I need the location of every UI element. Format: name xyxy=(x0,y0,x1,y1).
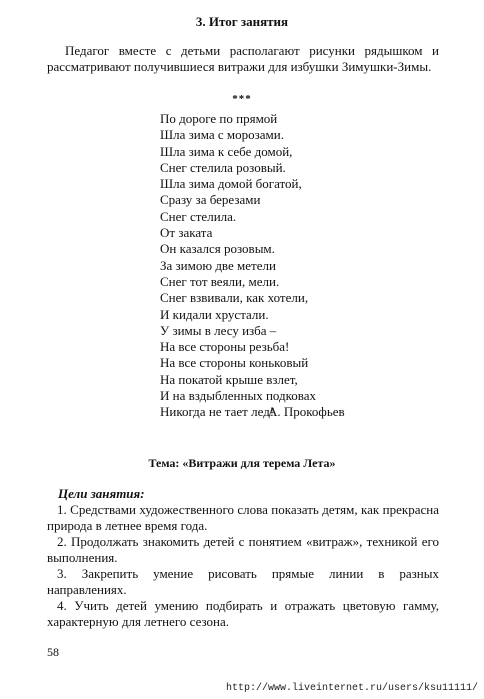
poem-line: За зимою две метели xyxy=(160,257,276,273)
poem-line: От заката xyxy=(160,225,213,241)
poem-line: На все стороны резьба! xyxy=(160,339,290,355)
page-number: 58 xyxy=(47,645,59,659)
goal-item: 4. Учить детей умению подбирать и отражать цветовую гамму, характерную для летнего сезона. xyxy=(47,598,439,629)
goals-heading: Цели занятия: xyxy=(58,486,145,501)
poem-line: У зимы в лесу изба – xyxy=(160,322,277,338)
poem-line: Снег стелила. xyxy=(160,208,237,224)
intro-paragraph: Педагог вместе с детьми располагают рисунки рядышком и рассматривают получившиеся витражи для избушки Зимушки-Зимы. xyxy=(47,43,439,74)
section-title: 3. Итог занятия xyxy=(195,14,289,29)
goal-item: 2. Продолжать знакомить детей с понятием «витраж», техникой его выполнения. xyxy=(47,534,439,565)
poem-line: По дороге по прямой xyxy=(160,111,278,126)
poem-line: И на вздыбленных подковах xyxy=(160,388,317,404)
poem-line: Снег стелила розовый. xyxy=(160,159,286,175)
poem-author: А. Прокофьев xyxy=(268,404,345,419)
poem-line: Снег взвивали, как хотели, xyxy=(160,290,309,306)
poem-line: Сразу за березами xyxy=(160,192,261,208)
lesson-topic: Тема: «Витражи для терема Лета» xyxy=(148,456,336,470)
poem-line: И кидали хрустали. xyxy=(160,306,269,322)
poem-line: Шла зима домой богатой, xyxy=(160,176,302,192)
goal-item: 1. Средствами художественного слова показать детям, как прекрасна природа в летнее время года. xyxy=(47,502,439,533)
watermark-url: http://www.liveinternet.ru/users/ksu11111/ xyxy=(225,683,478,694)
poem-line: На покатой крыше взлет, xyxy=(160,371,298,387)
poem xyxy=(160,111,390,421)
poem-separator: *** xyxy=(232,93,252,105)
goal-item: 3. Закрепить умение рисовать прямые линии в разных направлениях. xyxy=(47,566,439,597)
poem-line: Снег тот веяли, мели. xyxy=(160,273,280,289)
poem-line: Он казался розовым. xyxy=(160,241,275,257)
poem-line: Шла зима к себе домой, xyxy=(160,143,293,159)
goals-list xyxy=(47,502,439,630)
poem-line: На все стороны коньковый xyxy=(160,355,309,371)
poem-line: Шла зима с морозами. xyxy=(160,127,284,143)
poem-line: Никогда не тает лед! xyxy=(160,404,275,420)
